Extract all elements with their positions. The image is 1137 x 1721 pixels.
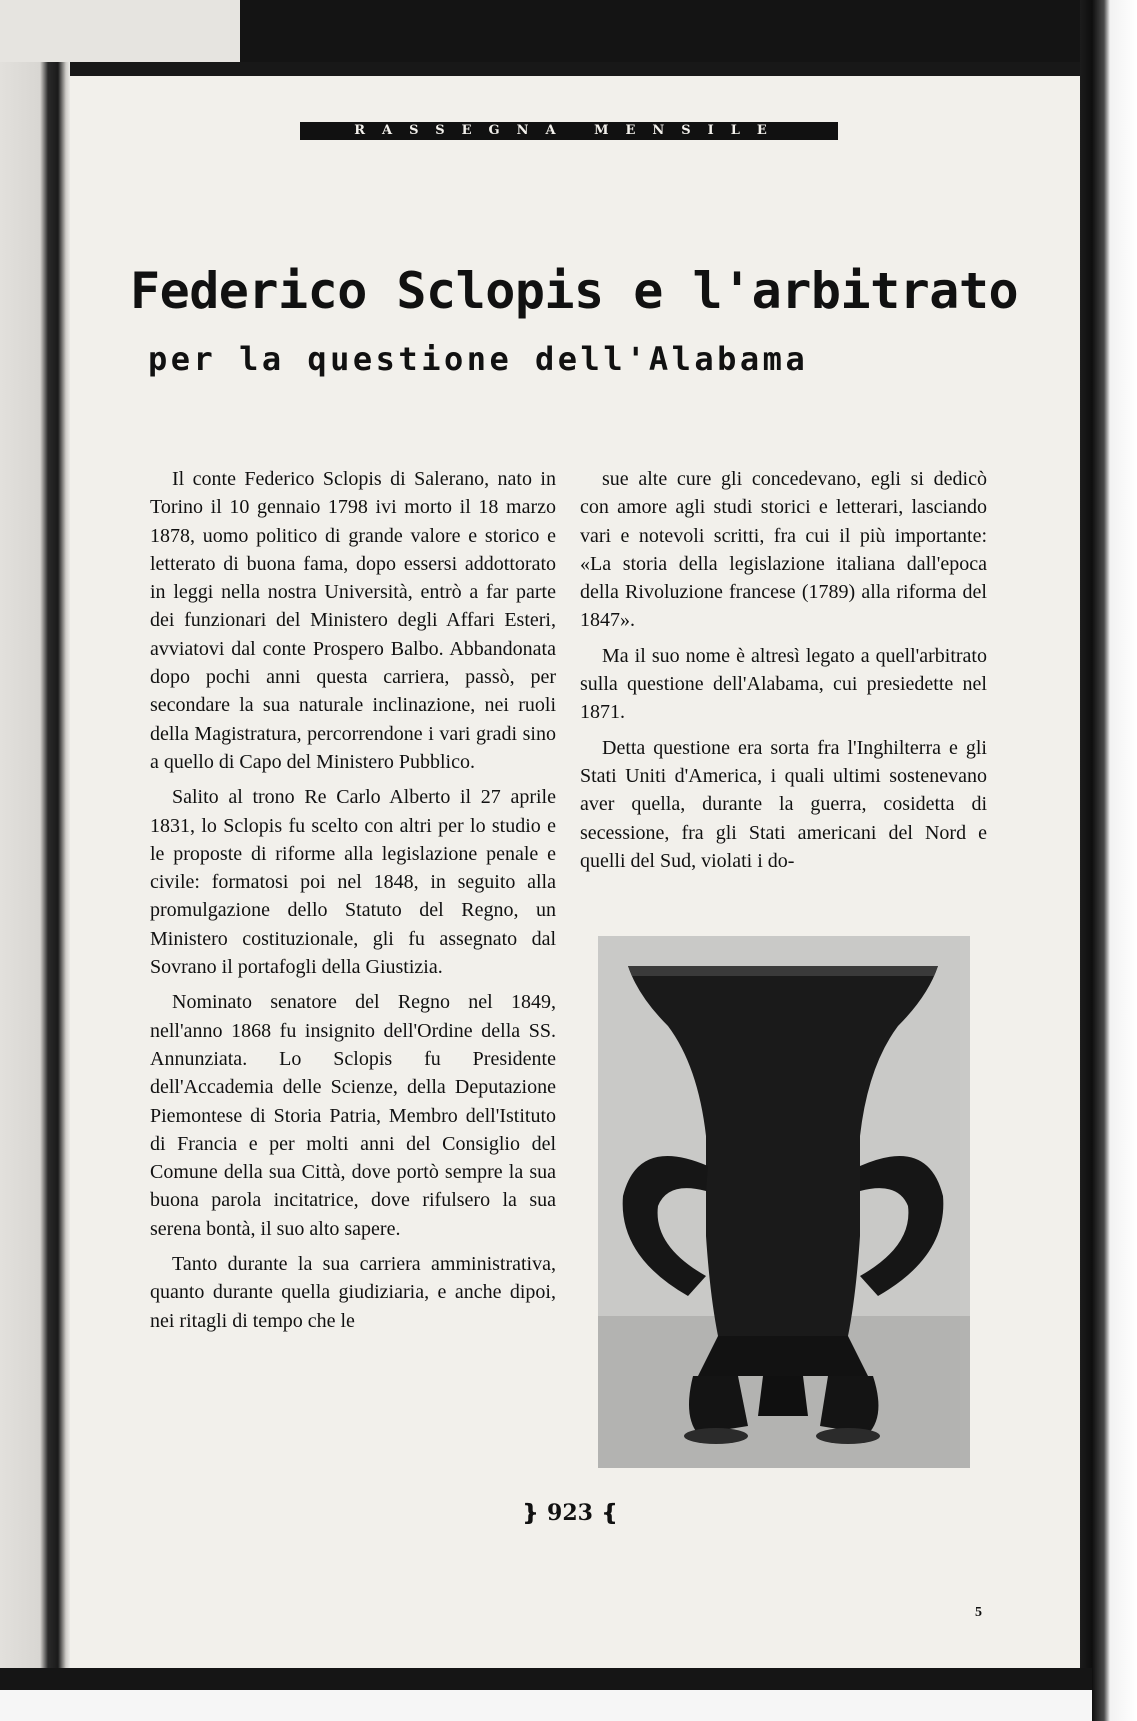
scan-margin-top-left	[0, 0, 240, 62]
paragraph: Il conte Federico Sclopis di Salerano, nato in Torino il 10 gennaio 1798 ivi morto il 18 marzo 1878, uomo politico di grande valore e storico e letterato di buona fama, dopo essersi addottorato in leggi nella nostra Università, entrò a far parte dei funzionari del Ministero degli Affari Esteri, avviatovi dal conte Prospero Balbo. Abbandonata dopo pochi anni questa carriera, passò, per secondare la sua naturale inclinazione, nei ruoli della Magistratura, percorrendone i vari gradi sino a quello di Capo del Ministero Pubblico.	[150, 468, 556, 773]
paragraph: Ma il suo nome è altresì legato a quell'arbitrato sulla questione dell'Alabama, cui presiedette nel 1871.	[580, 644, 987, 724]
scan-border-top	[240, 0, 1090, 68]
scan-border-top-bar	[0, 62, 1090, 76]
ornament-right-icon: ❴	[592, 1500, 620, 1526]
corner-mark: 5	[975, 1605, 982, 1620]
paragraph: Detta questione era sorta fra l'Inghilterra e gli Stati Uniti d'America, i quali ultimi sostenevano aver quella, durante la guerra, cosidetta di secessione, fra gli Stati americani del Nord e quelli del Sud, violati i do-	[580, 736, 987, 872]
scan-border-left	[0, 62, 70, 1683]
article-column-left	[150, 465, 556, 1342]
paragraph: sue alte cure gli concedevano, egli si dedicò con amore agli studi storici e letterari, lasciando vari e notevoli scritti, fra cui il più importante: «La storia della legislazione italiana dall'epoca della Rivoluzione francese (1789) alla riforma del 1847».	[580, 468, 987, 632]
page-number	[500, 1500, 640, 1526]
journal-masthead: RASSEGNA MENSILE	[300, 122, 838, 140]
vase-photograph	[598, 936, 970, 1468]
paragraph: Nominato senatore del Regno nel 1849, nell'anno 1868 fu insignito dell'Ordine della SS. Annunziata. Lo Sclopis fu Presidente dell'Accademia delle Scienze, della Deputazione Piemontese di Storia Patria, Membro dell'Istituto di Francia e per molti anni del Consiglio del Comune della sua Città, dove portò sempre la sua buona parola incitatrice, dove rifulsero la sua serena bontà, il suo alto sapere.	[150, 991, 556, 1240]
scan-border-right	[1080, 0, 1137, 1721]
article-column-right	[580, 465, 987, 882]
page-number-value: 923	[547, 1500, 593, 1526]
paragraph: Tanto durante la sua carriera amministrativa, quanto durante quella giudiziaria, e anche dipoi, nei ritagli di tempo che le	[150, 1253, 556, 1332]
ornament-left-icon: ❵	[520, 1500, 548, 1526]
scan-border-bottom	[0, 1668, 1092, 1690]
article-subtitle: per la questione dell'Alabama	[148, 340, 809, 378]
vase-illustration	[598, 936, 970, 1468]
scan-margin-bottom	[0, 1690, 1092, 1721]
paragraph: Salito al trono Re Carlo Alberto il 27 aprile 1831, lo Sclopis fu scelto con altri per lo studio e le proposte di riforme alla legislazione penale e civile: formatosi poi nel 1848, in seguito alla promulgazione dello Statuto del Regno, un Ministero costituzionale, gli fu assegnato dal Sovrano il portafogli della Giustizia.	[150, 786, 556, 979]
article-title: Federico Sclopis e l'arbitrato	[130, 262, 1019, 320]
